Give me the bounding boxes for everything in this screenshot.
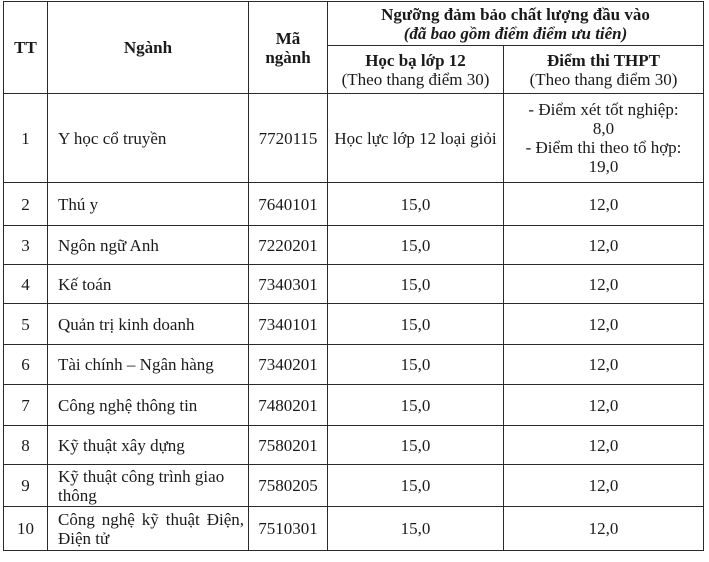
cell-thpt: 12,0	[504, 426, 704, 465]
thpt-line: - Điểm xét tốt nghiệp:	[528, 100, 679, 119]
cell-major: Ngôn ngữ Anh	[48, 226, 249, 265]
cell-thpt: 12,0	[504, 345, 704, 385]
cell-tt: 2	[4, 183, 48, 226]
cell-code: 7220201	[249, 226, 328, 265]
cell-code: 7580201	[249, 426, 328, 465]
header-hocba-title: Học bạ lớp 12	[365, 50, 466, 70]
cell-major: Tài chính – Ngân hàng	[48, 345, 249, 385]
cell-tt: 7	[4, 385, 48, 426]
cell-thpt: 12,0	[504, 265, 704, 304]
header-thpt-note: (Theo thang điểm 30)	[529, 69, 678, 89]
cell-major: Công nghệ kỹ thuật Điện, Điện tử	[48, 507, 249, 551]
cell-thpt	[504, 94, 704, 183]
thpt-line: 8,0	[592, 119, 615, 138]
header-row-1	[4, 2, 704, 46]
header-threshold-title: Ngưỡng đảm bảo chất lượng đầu vào	[381, 4, 650, 24]
cell-code: 7340201	[249, 345, 328, 385]
cell-tt: 8	[4, 426, 48, 465]
cell-hocba: 15,0	[328, 345, 504, 385]
cell-code: 7340101	[249, 304, 328, 345]
cell-tt: 4	[4, 265, 48, 304]
header-hocba	[328, 46, 504, 94]
thpt-line: - Điểm thi theo tổ hợp:	[525, 138, 682, 157]
cell-major: Kỹ thuật xây dựng	[48, 426, 249, 465]
cell-thpt: 12,0	[504, 507, 704, 551]
cell-tt: 9	[4, 465, 48, 507]
cell-tt: 6	[4, 345, 48, 385]
table-row	[4, 385, 704, 426]
cell-hocba: 15,0	[328, 304, 504, 345]
cell-hocba: 15,0	[328, 265, 504, 304]
cell-hocba: 15,0	[328, 465, 504, 507]
cell-thpt: 12,0	[504, 465, 704, 507]
table-row	[4, 265, 704, 304]
header-threshold-subtitle: (đã bao gồm điểm điểm ưu tiên)	[403, 23, 628, 43]
cell-code: 7720115	[249, 94, 328, 183]
header-tt: TT	[4, 2, 48, 94]
table-row	[4, 345, 704, 385]
cell-hocba: 15,0	[328, 183, 504, 226]
cell-major: Thú y	[48, 183, 249, 226]
header-code	[249, 2, 328, 94]
cell-thpt: 12,0	[504, 183, 704, 226]
cell-hocba: 15,0	[328, 426, 504, 465]
cell-tt: 5	[4, 304, 48, 345]
table-row	[4, 507, 704, 551]
cell-tt: 10	[4, 507, 48, 551]
admission-threshold-table	[3, 1, 704, 551]
header-thpt-title: Điểm thi THPT	[546, 50, 661, 70]
cell-hocba: Học lực lớp 12 loại giỏi	[328, 94, 504, 183]
table-row	[4, 183, 704, 226]
cell-major: Quản trị kinh doanh	[48, 304, 249, 345]
table-row	[4, 465, 704, 507]
header-code-line2: ngành	[265, 47, 311, 67]
cell-thpt: 12,0	[504, 385, 704, 426]
header-thpt	[504, 46, 704, 94]
cell-tt: 3	[4, 226, 48, 265]
cell-major: Kế toán	[48, 265, 249, 304]
thpt-line: 19,0	[588, 157, 619, 176]
cell-code: 7510301	[249, 507, 328, 551]
header-threshold	[328, 2, 704, 46]
cell-hocba: 15,0	[328, 507, 504, 551]
cell-code: 7480201	[249, 385, 328, 426]
cell-major: Kỹ thuật công trình giao thông	[48, 465, 249, 507]
table-row	[4, 226, 704, 265]
table-row	[4, 94, 704, 183]
cell-tt: 1	[4, 94, 48, 183]
cell-thpt: 12,0	[504, 226, 704, 265]
cell-major: Y học cổ truyền	[48, 94, 249, 183]
cell-code: 7340301	[249, 265, 328, 304]
cell-hocba: 15,0	[328, 226, 504, 265]
cell-hocba: 15,0	[328, 385, 504, 426]
cell-thpt: 12,0	[504, 304, 704, 345]
header-hocba-note: (Theo thang điểm 30)	[341, 69, 490, 89]
header-major: Ngành	[48, 2, 249, 94]
table-row	[4, 426, 704, 465]
header-code-line1: Mã	[275, 28, 301, 48]
cell-code: 7580205	[249, 465, 328, 507]
cell-code: 7640101	[249, 183, 328, 226]
table-row	[4, 304, 704, 345]
cell-major: Công nghệ thông tin	[48, 385, 249, 426]
